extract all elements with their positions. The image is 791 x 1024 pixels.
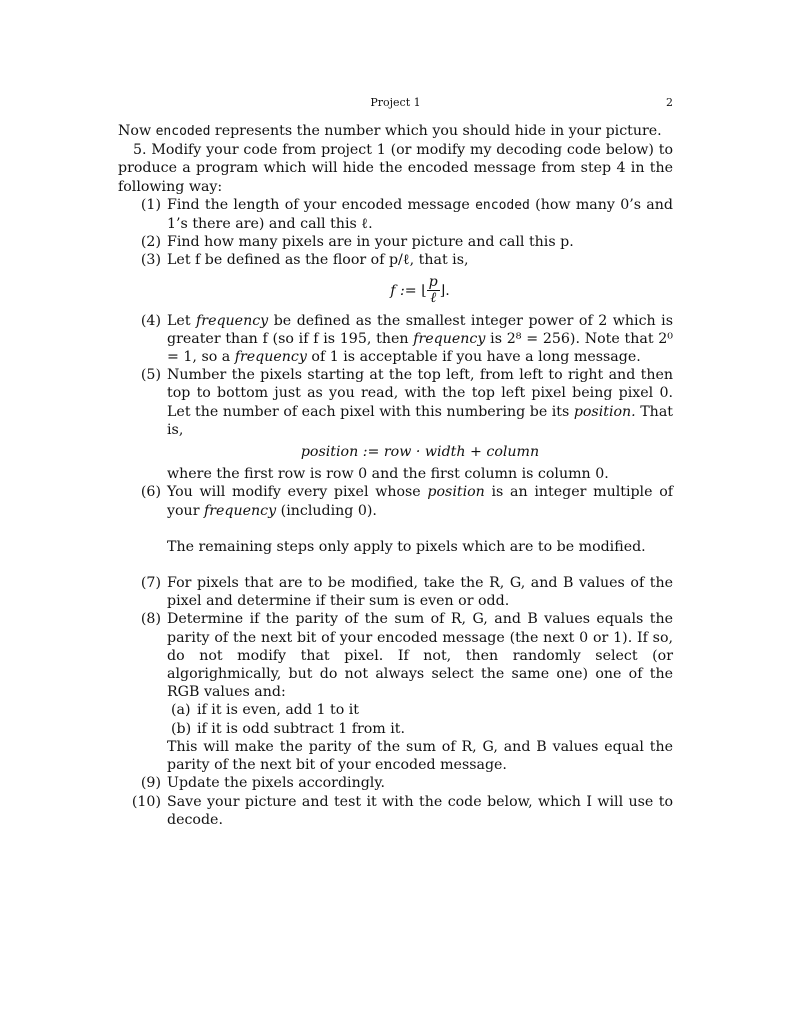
step-1: (1) Find the length of your encoded message encoded (how many 0’s and 1’s there are) and call this ℓ.	[118, 196, 673, 233]
step-2: (2) Find how many pixels are in your picture and call this p.	[118, 233, 673, 251]
floor-equation: f := ⌊ $\frac{p}{\text{ℓ}}$ ⌋ .	[390, 274, 450, 307]
document-body	[118, 122, 673, 829]
step-label: (4)	[140, 312, 161, 329]
step-10: (10) Save your picture and test it with the code below, which I will use to decode.	[118, 793, 673, 829]
step-8-continuation: This will make the parity of the sum of R, G, and B values equal the parity of the next bit of your encoded message.	[167, 738, 673, 774]
step-label: (6)	[140, 484, 161, 501]
step-label: (7)	[140, 575, 161, 592]
running-header	[118, 94, 673, 110]
fraction	[427, 275, 440, 306]
task-paragraph: 5. Modify your code from project 1 (or modify my decoding code below) to produce a program which will hide the encoded message from step 4 in the following way:	[118, 142, 673, 195]
step-label: (5)	[140, 367, 161, 384]
page-number: 2	[666, 96, 673, 109]
inline-code: encoded	[475, 197, 530, 213]
step-8: (8) Determine if the parity of the sum of R, G, and B values equals the parity of the next bit of your encoded message (the next 0 or 1). If so, do not modify that pixel. If not, then randomly select (or algorighmically, but do not always select the same one) one of the RGB values and: (a) if it is even, add 1 to it (b) if it is odd subtract 1 from it. This will make the parity of the sum of R, G, and B values equal the parity of the next bit of your encoded message.	[118, 610, 673, 774]
fraction-numerator: p	[428, 274, 438, 291]
step-label: (10)	[131, 793, 161, 810]
step-9: (9) Update the pixels accordingly.	[118, 774, 673, 792]
step-5: (5) Number the pixels starting at the top left, from left to right and then top to bottom just as you read, with the top left pixel being pixel 0. Let the number of each pixel with this numbering be its position. That is, position := row · width + column where the first row is row 0 and the first column is column 0.	[118, 366, 673, 483]
step-6: (6) You will modify every pixel whose position is an integer multiple of your frequency (including 0). The remaining steps only apply to pixels which are to be modified.	[118, 483, 673, 574]
substep-b: (b) if it is odd subtract 1 from it.	[171, 720, 406, 737]
step-7: (7) For pixels that are to be modified, take the R, G, and B values of the pixel and determine if their sum is even or odd.	[118, 574, 673, 610]
step-label: (1)	[140, 196, 161, 213]
intro-paragraph: Now encoded represents the number which you should hide in your picture.	[118, 123, 662, 139]
fraction-denominator: ℓ	[430, 290, 437, 307]
inline-code: encoded	[155, 124, 211, 139]
step-list	[118, 196, 673, 829]
step-label: (8)	[140, 611, 161, 628]
step-4: (4) Let frequency be defined as the smallest integer power of 2 which is greater than f (so if f is 195, then frequency is 2⁸ = 256). Note that 2⁰ = 1, so a frequency of 1 is acceptable if you have a long message.	[118, 312, 673, 367]
substep-label: (b)	[171, 720, 192, 737]
position-equation: position := row · width + column	[300, 444, 540, 461]
modified-pixels-note: The remaining steps only apply to pixels which are to be modified.	[167, 538, 646, 555]
step-label: (2)	[140, 234, 161, 251]
substep-a: (a) if it is even, add 1 to it	[171, 702, 359, 719]
step-5-continuation: where the first row is row 0 and the first column is column 0.	[167, 466, 609, 483]
header-title: Project 1	[370, 96, 421, 109]
floor-brackets: ⌊ $\frac{p}{\text{ℓ}}$ ⌋	[421, 274, 446, 307]
step-label: (9)	[140, 775, 161, 792]
step-label: (3)	[140, 252, 161, 269]
step-3: (3) Let f be defined as the floor of p/ℓ, that is, f := ⌊ $\frac{p}{\text{ℓ}}$ ⌋ .	[118, 251, 673, 307]
substep-label: (a)	[171, 702, 191, 719]
